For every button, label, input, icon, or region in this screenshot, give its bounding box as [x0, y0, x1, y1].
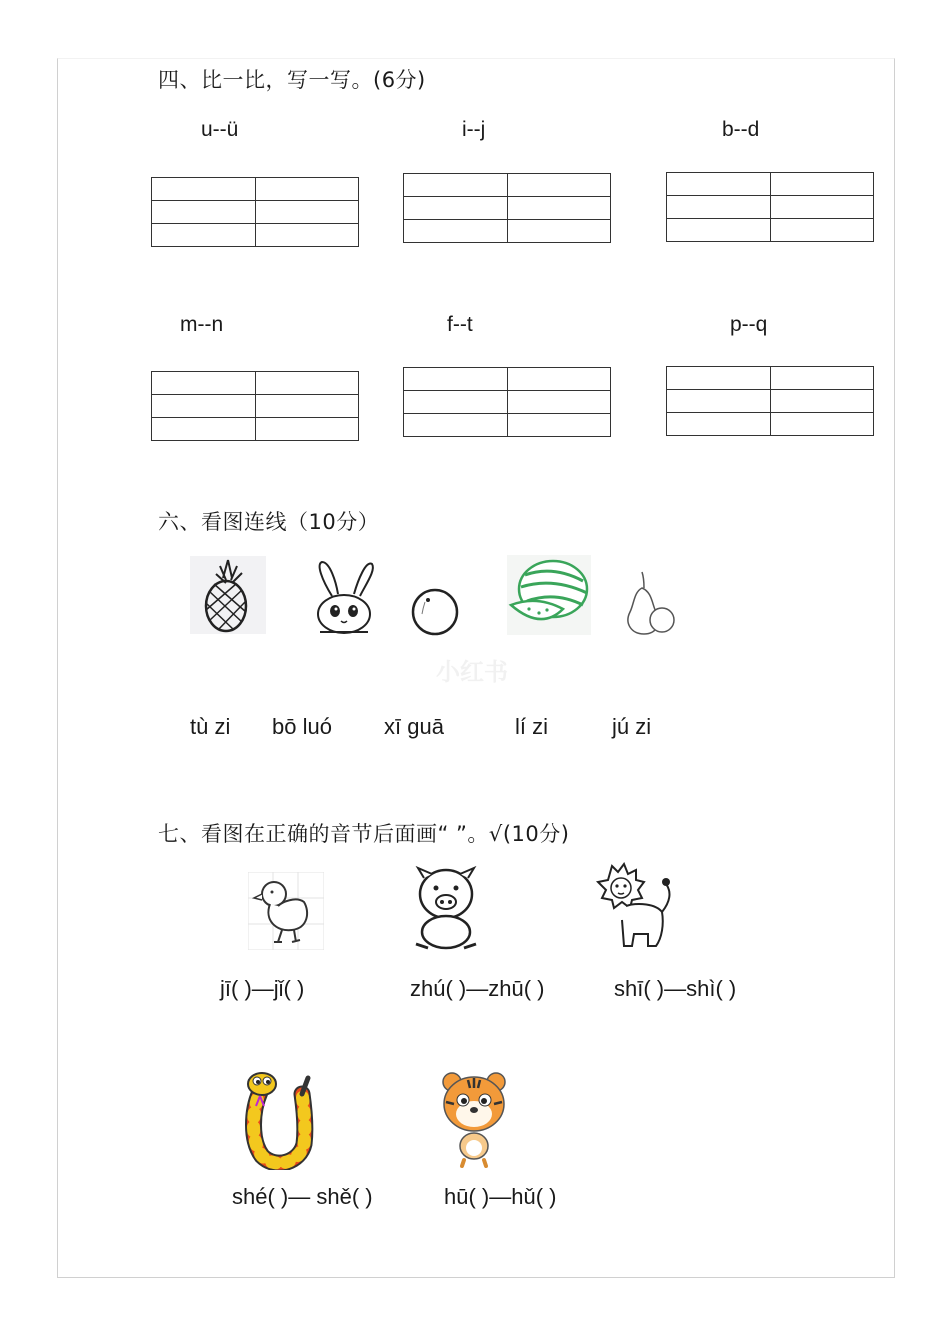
syllables-pig[interactable]: zhú( )—zhū( )	[410, 976, 545, 1001]
pig-icon	[408, 864, 484, 954]
pair-label-m-n: m--n	[180, 313, 224, 336]
pair-label-f-t: f--t	[447, 313, 473, 336]
pinyin-xigua: xī guā	[384, 714, 444, 739]
lion-icon	[586, 862, 676, 952]
section6-heading: 六、看图连线（10分）	[158, 510, 380, 534]
section4-heading: 四、比一比，写一写。(6分)	[158, 68, 426, 92]
pair-label-u-u: u--ü	[201, 118, 239, 141]
tiger-icon	[438, 1068, 510, 1168]
section7-heading: 七、看图在正确的音节后面画“ ”。√(10分)	[158, 822, 570, 846]
syllables-lion[interactable]: shī( )—shì( )	[614, 976, 737, 1001]
syllables-chick[interactable]: jī( )—jǐ( )	[220, 976, 305, 1001]
pinyin-lizi: lí zi	[515, 714, 548, 739]
chick-icon	[248, 872, 324, 950]
orange-icon	[408, 588, 462, 636]
pair-label-b-d: b--d	[722, 118, 760, 141]
syllables-snake[interactable]: shé( )— shě( )	[232, 1184, 373, 1209]
pair-label-p-q: p--q	[730, 313, 768, 336]
writing-grid-u-u[interactable]	[151, 177, 359, 247]
writing-grid-b-d[interactable]	[666, 172, 874, 242]
pinyin-tuzi: tù zi	[190, 714, 231, 739]
pear-icon	[620, 570, 676, 636]
snake-icon	[242, 1070, 314, 1170]
writing-grid-p-q[interactable]	[666, 366, 874, 436]
rabbit-icon	[308, 558, 380, 634]
syllables-tiger[interactable]: hū( )—hǔ( )	[444, 1184, 557, 1209]
pinyin-boluo: bō luó	[272, 714, 332, 739]
writing-grid-i-j[interactable]	[403, 173, 611, 243]
pinyin-juzi: jú zi	[612, 714, 652, 739]
watermelon-icon	[507, 555, 591, 635]
writing-grid-f-t[interactable]	[403, 367, 611, 437]
pineapple-icon	[190, 556, 266, 634]
watermark: 小红书	[436, 658, 508, 686]
writing-grid-m-n[interactable]	[151, 371, 359, 441]
pair-label-i-j: i--j	[462, 118, 486, 141]
